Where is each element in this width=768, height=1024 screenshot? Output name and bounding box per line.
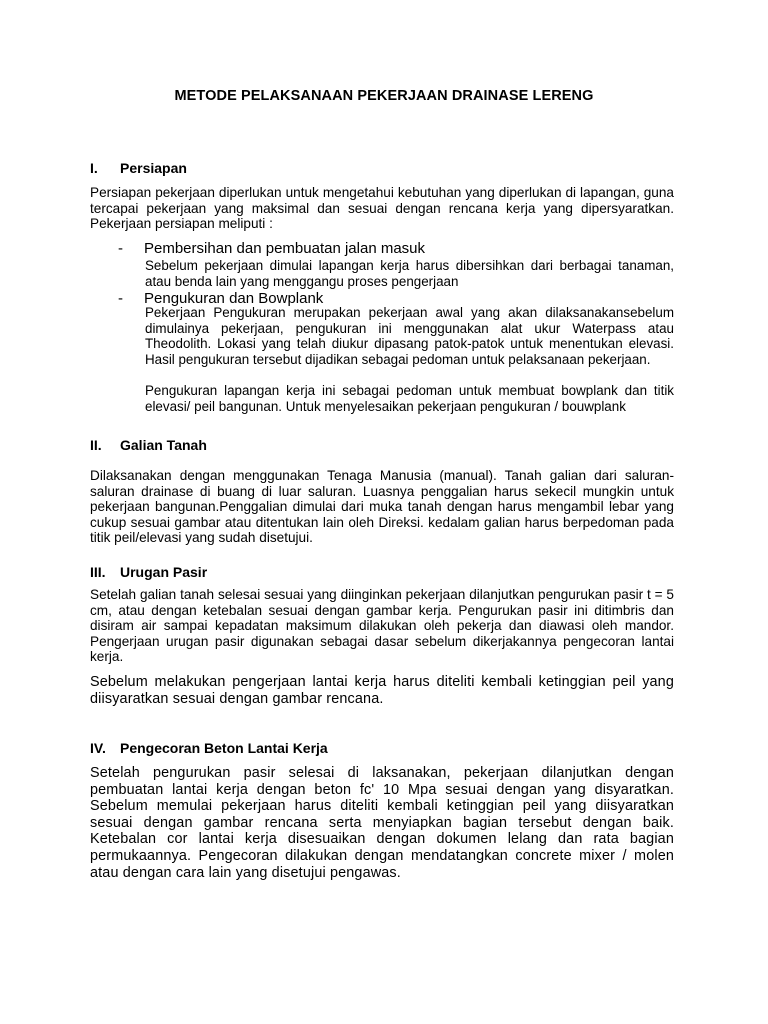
section-heading-urugan-pasir (90, 564, 207, 580)
section-paragraph-note: Sebelum melakukan pengerjaan lantai kerja harus diteliti kembali ketinggian peil yang diisyaratkan sesuai dengan gambar rencana. (90, 674, 674, 707)
section-heading-persiapan (90, 160, 187, 176)
section-title: Pengecoran Beton Lantai Kerja (120, 740, 328, 756)
bullet-dash: - (118, 240, 123, 257)
list-item-description: Pekerjaan Pengukuran merupakan pekerjaan awal yang akan dilaksanakansebelum dimulainya pekerjaan, pengukuran ini menggunakan alat ukur Waterpass atau Theodolith. Lokasi yang telah diukur dipasang patok-patok untuk menentukan elevasi. Hasil pengukuran tersebut dijadikan sebagai pedoman untuk pelaksanaan pekerjaan. (145, 305, 674, 367)
document-title: METODE PELAKSANAAN PEKERJAAN DRAINASE LERENG (174, 88, 594, 104)
section-number: III. (90, 564, 106, 580)
section-paragraph: Dilaksanakan dengan menggunakan Tenaga Manusia (manual). Tanah galian dari saluran-saluran drainase di buang di luar saluran. Luasnya penggalian harus sekecil mungkin untuk pekerjaan bangunan.Penggalian dimulai dari muka tanah dengan harus mengambil lebar yang cukup sesuai gambar atau ditentukan lain oleh Direksi. kedalam galian harus berpedoman pada titik peil/elevasi yang sudah disetujui. (90, 468, 674, 546)
section-title: Persiapan (120, 160, 187, 176)
list-item-label: Pengukuran dan Bowplank (144, 290, 324, 307)
section-title: Galian Tanah (120, 437, 207, 453)
list-item-pembersihan (118, 240, 425, 257)
list-item-label: Pembersihan dan pembuatan jalan masuk (144, 240, 426, 257)
bullet-dash: - (118, 290, 123, 307)
section-intro-paragraph: Persiapan pekerjaan diperlukan untuk mengetahui kebutuhan yang diperlukan di lapangan, guna tercapai pekerjaan yang maksimal dan sesuai dengan rencana kerja yang dipersyaratkan. Pekerjaan persiapan meliputi : (90, 185, 674, 232)
section-number: II. (90, 437, 102, 453)
list-item-description-continued: Pengukuran lapangan kerja ini sebagai pedoman untuk membuat bowplank dan titik elevasi/ peil bangunan. Untuk menyelesaikan pekerjaan pengukuran / bouwplank (145, 383, 674, 414)
section-paragraph: Setelah galian tanah selesai sesuai yang diinginkan pekerjaan dilanjutkan pengurukan pasir t = 5 cm, atau dengan ketebalan sesuai dengan gambar kerja. Pengurukan pasir ini ditimbris dan disiram air sampai kepadatan maksimum dilakukan oleh pekerja dan diawasi oleh mandor. Pengerjaan urugan pasir digunakan sebagai dasar sebelum dikerjakannya pengecoran lantai kerja. (90, 587, 674, 665)
section-title: Urugan Pasir (120, 564, 208, 580)
section-number: IV. (90, 740, 106, 756)
section-number: I. (90, 160, 98, 176)
section-heading-pengecoran (90, 740, 328, 756)
list-item-description: Sebelum pekerjaan dimulai lapangan kerja harus dibersihkan dari berbagai tanaman, atau benda lain yang menggangu proses pengerjaan (145, 258, 674, 289)
section-heading-galian-tanah (90, 437, 207, 453)
section-paragraph: Setelah pengurukan pasir selesai di laksanakan, pekerjaan dilanjutkan dengan pembuatan lantai kerja dengan beton fc' 10 Mpa sesuai dengan yang disyaratkan. Sebelum memulai pekerjaan harus diteliti kembali ketinggian peil yang diisyaratkan sesuai dengan gambar rencana serta menyiapkan bagian tersebut dengan baik. Ketebalan cor lantai kerja disesuaikan dengan dokumen lelang dan rata bagian permukaannya. Pengecoran dilakukan dengan mendatangkan concrete mixer / molen atau dengan cara lain yang disetujui pengawas. (90, 765, 674, 881)
